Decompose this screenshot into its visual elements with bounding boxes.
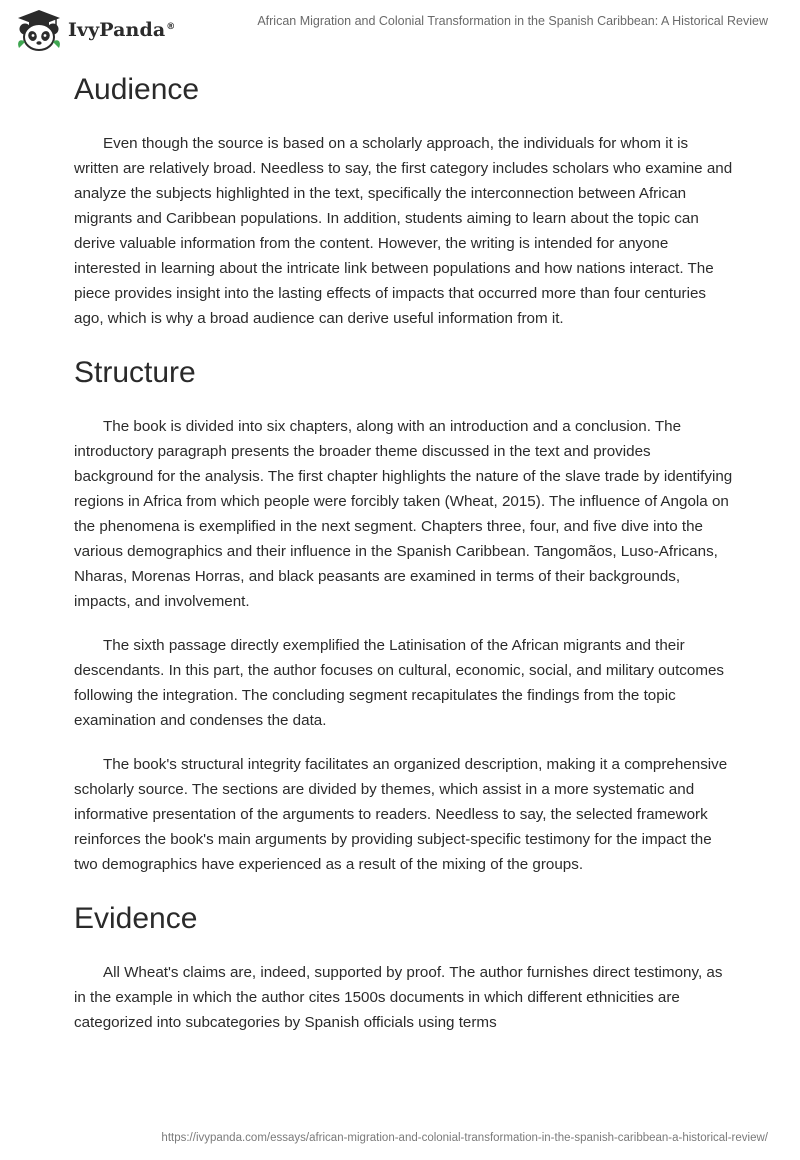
section-heading-structure: Structure	[74, 356, 196, 389]
audience-paragraph: Even though the source is based on a scholarly approach, the individuals for whom it is written are relatively broad. Needless to say, the first category includes scholars who examine and analyze the subjects highlighted in the text, specifically the interconnection between African migrants and Caribbean populations. In addition, students aiming to learn about the topic can derive valuable information from the content. However, the writing is intended for anyone interested in learning about the intricate link between populations and how nations interact. The piece provides insight into the lasting effects of impacts that occurred more than four centuries ago, which is why a broad audience can derive useful information from it.	[74, 135, 733, 327]
document-title: African Migration and Colonial Transformation in the Spanish Caribbean: A Historical Review	[257, 14, 768, 28]
logo-text: IvyPanda	[68, 19, 166, 41]
ivypanda-logo[interactable]	[16, 8, 175, 52]
logo-wordmark	[68, 19, 175, 41]
page-header	[0, 0, 800, 60]
structure-paragraph-3: The book's structural integrity facilitates an organized description, making it a comprehensive scholarly source. The sections are divided by themes, which assist in a more systematic and informative presentation of the arguments to readers. Needless to say, the selected framework reinforces the book's main arguments by providing subject-specific testimony for the impact the two demographics have experienced as a result of the mixing of the groups.	[74, 756, 728, 873]
structure-paragraph-2: The sixth passage directly exemplified the Latinisation of the African migrants and their descendants. In this part, the author focuses on cultural, economic, social, and military outcomes following the integration. The concluding segment recapitulates the findings from the topic examination and condenses the data.	[74, 637, 725, 729]
evidence-paragraph: All Wheat's claims are, indeed, supported by proof. The author furnishes direct testimony, as in the example in which the author cites 1500s documents in which different ethnicities are categorized into subcategories by Spanish officials using terms	[74, 964, 723, 1031]
essay-content	[74, 70, 734, 1035]
section-heading-evidence: Evidence	[74, 902, 198, 935]
source-url-link[interactable]: https://ivypanda.com/essays/african-migration-and-colonial-transformation-in-the-spanish-caribbean-a-historical-review/	[161, 1132, 768, 1144]
registered-mark: ®	[166, 21, 176, 32]
panda-logo-icon	[16, 8, 62, 52]
structure-paragraph-1: The book is divided into six chapters, along with an introduction and a conclusion. The introductory paragraph presents the broader theme discussed in the text and provides background for the analysis. The first chapter highlights the nature of the slave trade by identifying regions in Africa from which people were forcibly taken (Wheat, 2015). The influence of Angola on the phenomena is exemplified in the next segment. Chapters three, four, and five dive into the various demographics and their influence in the Spanish Caribbean. Tangomãos, Luso-Africans, Nharas, Morenas Horras, and black peasants are examined in terms of their backgrounds, impacts, and involvement.	[74, 418, 733, 610]
section-heading-audience: Audience	[74, 73, 200, 106]
